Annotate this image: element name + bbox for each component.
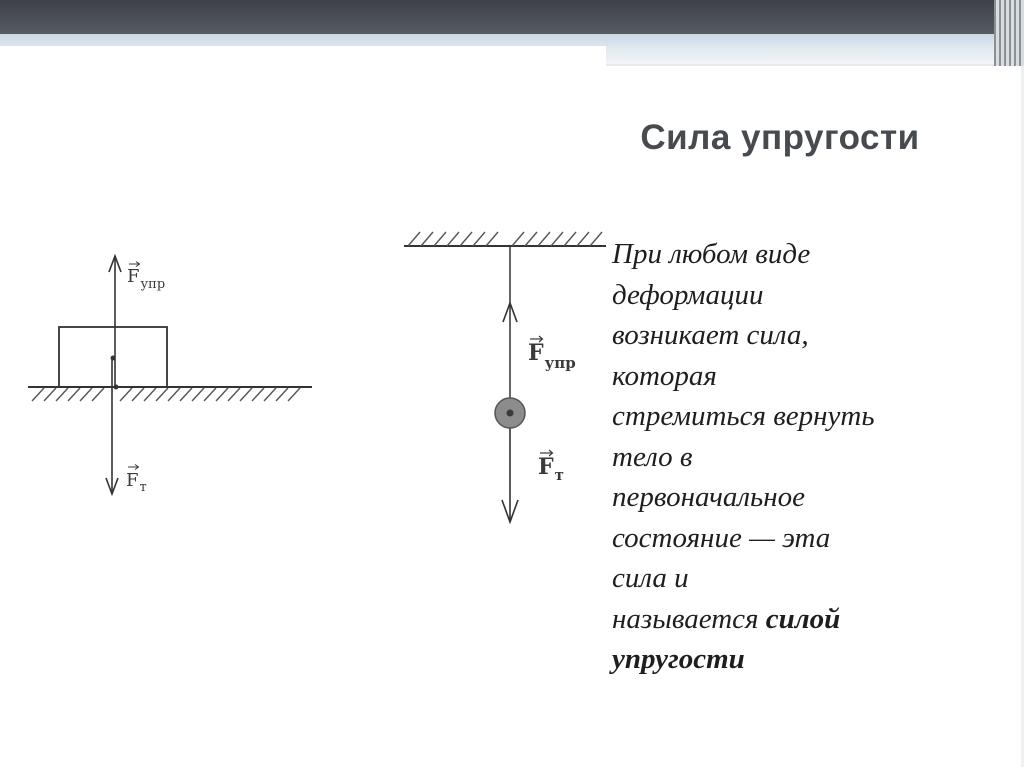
ceiling-hatching xyxy=(408,232,602,246)
ball-center-dot xyxy=(507,410,514,417)
paragraph-line-9: сила и xyxy=(612,562,689,594)
paragraph-line-1: При любом виде xyxy=(612,238,811,270)
left-block-center-dot xyxy=(111,356,116,361)
paragraph-line-3: возникает сила, xyxy=(612,319,809,351)
right-upper-force-label: $F_{упр}$ xyxy=(528,340,576,372)
left-contact-dot xyxy=(114,385,119,390)
right-lower-force-label: $F_т$ xyxy=(538,454,564,484)
paragraph-line-2: деформации xyxy=(612,278,764,311)
paragraph-line-10: называется xyxy=(612,602,766,635)
right-diagram xyxy=(404,232,606,522)
left-lower-force-label: $F_т$ xyxy=(126,470,147,495)
paragraph-line-4: которая xyxy=(612,359,717,392)
paragraph-line-6: тело в xyxy=(612,440,693,473)
paragraph-line-7: первоначальное xyxy=(612,481,806,513)
highlight-term-line-2: упругости xyxy=(612,643,745,675)
highlight-term: силой xyxy=(765,602,841,635)
left-surface-hatching xyxy=(32,388,300,401)
left-diagram xyxy=(28,256,312,495)
paragraph-line-8: состояние — эта xyxy=(612,521,831,554)
left-upper-force-label: $F_{упр}$ xyxy=(127,266,166,292)
paragraph-line-5: стремиться вернуть xyxy=(612,400,875,432)
slide-title: Сила упругости xyxy=(640,118,920,157)
